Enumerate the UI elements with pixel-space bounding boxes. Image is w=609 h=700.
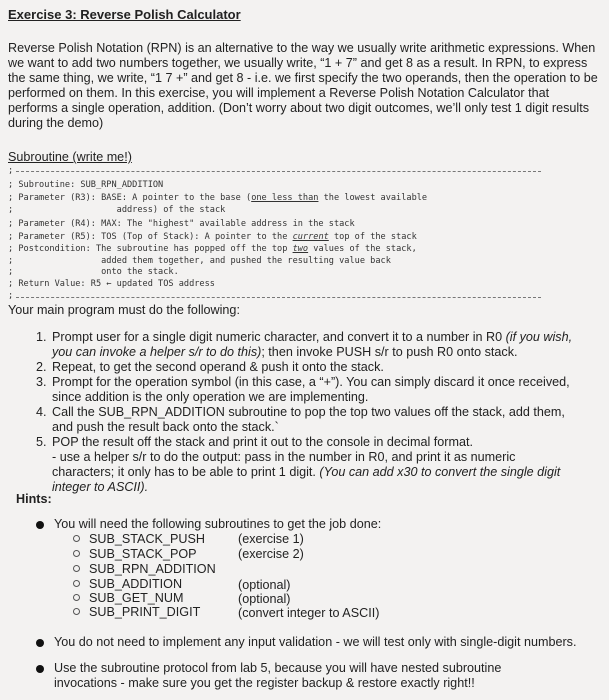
code-divider-top	[16, 171, 541, 172]
exercise-title: Exercise 3: Reverse Polish Calculator	[8, 7, 241, 22]
code-line-8: ; onto the stack.	[8, 267, 179, 277]
code-line-7: ; added them together, and pushed the resulting value back	[8, 256, 391, 266]
bullet-icon	[36, 639, 44, 647]
circle-bullet-icon	[73, 535, 80, 542]
code-line-5: ; Parameter (R5): TOS (Top of Stack): A pointer to the current top of the stack	[8, 232, 417, 242]
main-program-intro: Your main program must do the following:	[8, 303, 240, 317]
code-line-2: ; Parameter (R3): BASE: A pointer to the base (one less than the lowest available	[8, 193, 428, 203]
code-line-1: ; Subroutine: SUB_RPN_ADDITION	[8, 180, 164, 190]
subroutine-name: SUB_GET_NUM	[89, 591, 184, 605]
subroutine-note: (exercise 1)	[238, 532, 304, 546]
hints-label: Hints:	[16, 492, 52, 506]
bullet-icon	[36, 521, 44, 529]
subroutine-name: SUB_STACK_PUSH	[89, 532, 205, 546]
step-1: 1. Prompt user for a single digit numeric character, and convert it to a number in R0 (if you wish, you can invoke a helper s/r to do this); then invoke PUSH s/r to push R0 onto stack.	[50, 330, 580, 360]
hint-2: You do not need to implement any input validation - we will test only with single-digit numbers.	[54, 635, 577, 649]
subroutine-name: SUB_ADDITION	[89, 577, 183, 591]
circle-bullet-icon	[73, 608, 80, 615]
intro-paragraph: Reverse Polish Notation (RPN) is an alternative to the way we usually write arithmetic expressions. When we want to add two numbers together, we usually write, “1 + 7” and get 8 as a result. In RPN, to express the same thing, we write, “1 7 +” and get 8 - i.e. we first specify the two operands, then the operation to be performed on them. In this exercise, you will implement a Reverse Polish Notation Calculator that performs a single operation, addition. (Don’t worry about two digit outcomes, we’ll only test 1 digit results during the demo)	[8, 41, 598, 130]
step-5: 5. POP the result off the stack and print it out to the console in decimal format. - use a helper s/r to do the output: pass in the number in R0, and print it as numeric characters; it only has to be able to print 1 digit. (You can add x30 to convert the single digit integer to ASCII).	[50, 435, 580, 495]
code-semicolon-top: ;	[8, 166, 14, 176]
subroutine-heading: Subroutine (write me!)	[8, 150, 132, 164]
subroutine-note: (optional)	[238, 592, 291, 606]
code-divider-bottom	[16, 297, 541, 298]
bullet-icon	[36, 665, 44, 673]
circle-bullet-icon	[73, 565, 80, 572]
circle-bullet-icon	[73, 594, 80, 601]
circle-bullet-icon	[73, 550, 80, 557]
subroutine-name: SUB_STACK_POP	[89, 547, 197, 561]
subroutine-name: SUB_RPN_ADDITION	[89, 562, 216, 576]
subroutine-note: (optional)	[238, 578, 291, 592]
step-4: 4. Call the SUB_RPN_ADDITION subroutine to pop the top two values off the stack, add them, and push the result back onto the stack.`	[50, 405, 580, 435]
step-3: 3. Prompt for the operation symbol (in this case, a “+”). You can simply discard it once received, since addition is the only operation we are implementing.	[50, 375, 580, 405]
code-semicolon-bottom: ;	[8, 291, 14, 301]
hint-1: You will need the following subroutines to get the job done:	[54, 517, 382, 531]
code-line-4: ; Parameter (R4): MAX: The "highest" available address in the stack	[8, 219, 355, 229]
steps-list	[32, 330, 580, 495]
code-line-9: ; Return Value: R5 ← updated TOS address	[8, 279, 215, 289]
code-line-3: ; address) of the stack	[8, 205, 226, 215]
subroutine-note: (convert integer to ASCII)	[238, 606, 380, 620]
step-2: 2. Repeat, to get the second operand & push it onto the stack.	[50, 360, 580, 375]
hint-3: Use the subroutine protocol from lab 5, because you will have nested subroutine invocations - make sure you get the register backup & restore exactly right!!	[54, 661, 502, 690]
code-line-6: ; Postcondition: The subroutine has popped off the top two values of the stack,	[8, 244, 417, 254]
circle-bullet-icon	[73, 580, 80, 587]
subroutine-note: (exercise 2)	[238, 547, 304, 561]
subroutine-name: SUB_PRINT_DIGIT	[89, 605, 201, 619]
